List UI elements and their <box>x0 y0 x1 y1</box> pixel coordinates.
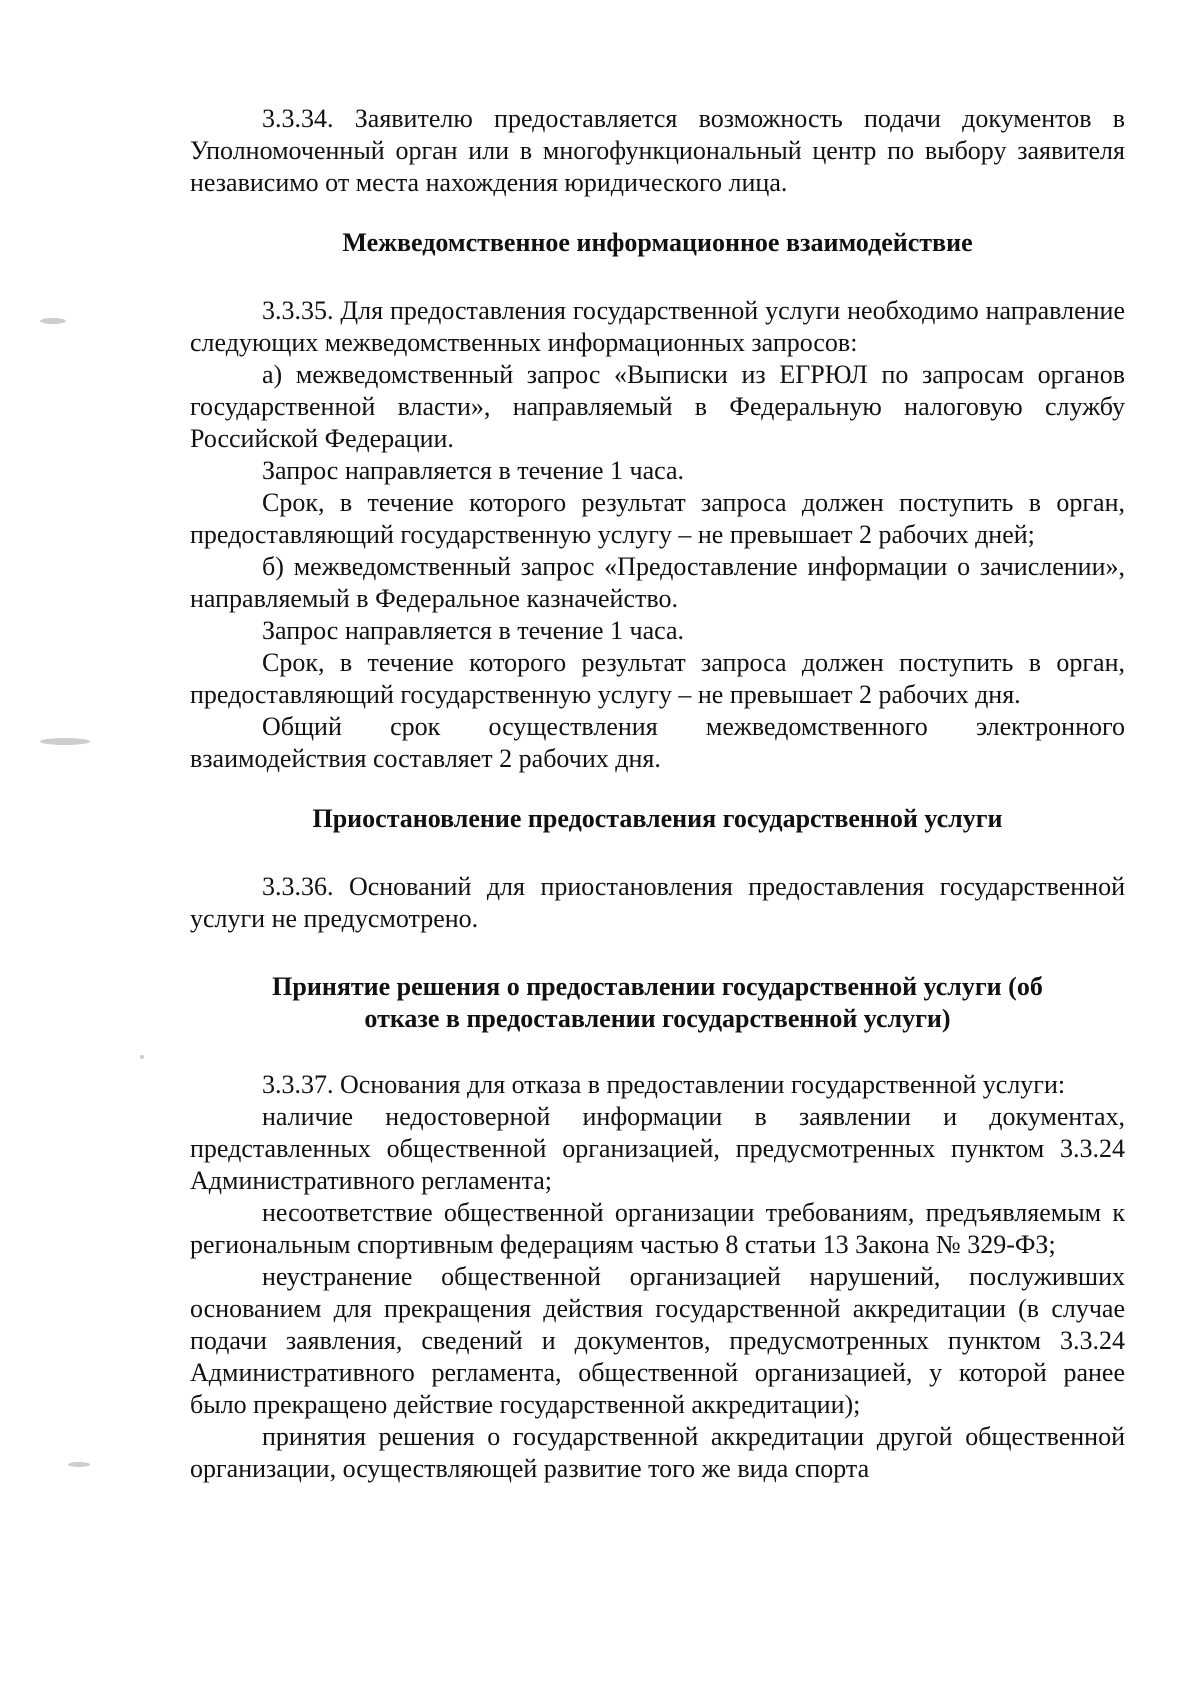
heading-decision-line-2: отказе в предоставлении государственной услуги) <box>364 1004 951 1033</box>
paragraph-3-3-35-a-term: Срок, в течение которого результат запроса должен поступить в орган, предоставляющий государственную услугу – не превышает 2 рабочих дней; <box>190 488 1125 549</box>
paragraph-3-3-35-b-term: Срок, в течение которого результат запроса должен поступить в орган, предоставляющий государственную услугу – не превышает 2 рабочих дня. <box>190 648 1125 709</box>
paragraph-3-3-37-item-4: принятия решения о государственной аккредитации другой общественной организации, осуществляющей развитие того же вида спорта <box>190 1422 1125 1483</box>
document-page <box>190 103 1125 1485</box>
paragraph-3-3-37-item-2: несоответствие общественной организации требованиям, предъявляемым к региональным спортивным федерациям частью 8 статьи 13 Закона № 329-ФЗ; <box>190 1198 1125 1259</box>
paragraph-3-3-35-b: б) межведомственный запрос «Предоставление информации о зачислении», направляемый в Федеральное казначейство. <box>190 552 1125 613</box>
heading-decision-line-1: Принятие решения о предоставлении государственной услуги (об <box>272 972 1043 1001</box>
heading-interagency-interaction: Межведомственное информационное взаимодействие <box>342 228 973 257</box>
scan-speck <box>40 318 66 324</box>
paragraph-3-3-35: 3.3.35. Для предоставления государственной услуги необходимо направление следующих межведомственных информационных запросов: <box>190 296 1125 357</box>
heading-decision <box>190 971 1125 1035</box>
paragraph-3-3-35-a: а) межведомственный запрос «Выписки из ЕГРЮЛ по запросам органов государственной власти», направляемый в Федеральную налоговую службу Российской Федерации. <box>190 360 1125 453</box>
paragraph-3-3-37-item-3: неустранение общественной организацией нарушений, послуживших основанием для прекращения действия государственной аккредитации (в случае подачи заявления, сведений и документов, предусмотренных пунктом 3.3.24 Административного регламента, общественной организацией, у которой ранее было прекращено действие государственной аккредитации); <box>190 1262 1125 1419</box>
scan-speck <box>140 1055 144 1059</box>
paragraph-3-3-35-a-send: Запрос направляется в течение 1 часа. <box>262 456 685 485</box>
paragraph-3-3-37-item-1: наличие недостоверной информации в заявлении и документах, представленных общественной организацией, предусмотренных пунктом 3.3.24 Административного регламента; <box>190 1102 1125 1195</box>
paragraph-3-3-36: 3.3.36. Оснований для приостановления предоставления государственной услуги не предусмотрено. <box>190 872 1125 933</box>
heading-suspension: Приостановление предоставления государственной услуги <box>312 804 1003 833</box>
scan-speck <box>68 1462 90 1467</box>
paragraph-3-3-34: 3.3.34. Заявителю предоставляется возможность подачи документов в Уполномоченный орган или в многофункциональный центр по выбору заявителя независимо от места нахождения юридического лица. <box>190 104 1125 197</box>
paragraph-3-3-37: 3.3.37. Основания для отказа в предоставлении государственной услуги: <box>262 1070 1066 1099</box>
paragraph-3-3-35-b-send: Запрос направляется в течение 1 часа. <box>262 616 685 645</box>
paragraph-3-3-35-total: Общий срок осуществления межведомственного электронного взаимодействия составляет 2 рабочих дня. <box>190 712 1125 773</box>
scan-speck <box>40 738 90 745</box>
